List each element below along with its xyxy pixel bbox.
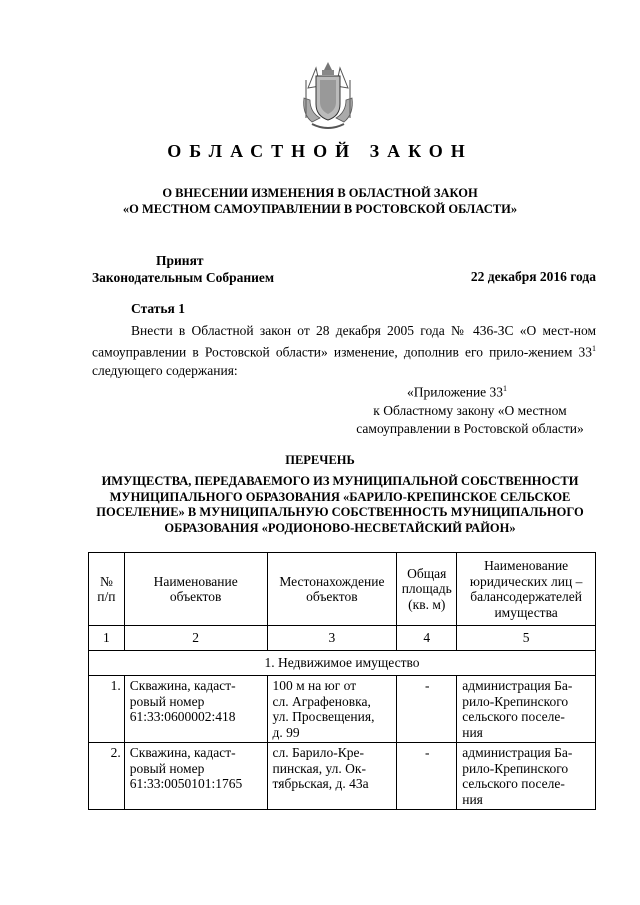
header-text: юридических лиц – (469, 573, 583, 589)
cell-line: администрация Ба- (462, 678, 573, 693)
superscript: 1 (592, 344, 596, 353)
list-title: ПЕРЕЧЕНЬ (285, 453, 355, 467)
header-text: имущества (494, 604, 558, 620)
appendix-label-text: «Приложение 33 (406, 384, 504, 400)
cell-line: пинская, ул. Ок- (272, 760, 366, 776)
law-subtitle-line: «О МЕСТНОМ САМОУПРАВЛЕНИИ В РОСТОВСКОЙ ОБЛАСТИ» (122, 202, 518, 216)
article-text: Внести в Областной закон от 28 декабря 2005 года № 436-ЗС «О мест-ном самоуправлении в Ростовской области» изменение, дополнив его прило-жением 33 (92, 323, 596, 360)
header-text: балансодержателей (470, 589, 582, 604)
object-name (124, 676, 267, 743)
balance-holder (457, 743, 596, 810)
cell-line: рило-Крепинского (462, 760, 569, 776)
cell-line: ния (462, 724, 483, 740)
list-subtitle-line: ПОСЕЛЕНИЕ» В МУНИЦИПАЛЬНУЮ СОБСТВЕННОСТЬ МУНИЦИПАЛЬНОГО (96, 505, 584, 519)
cell-line: 61:33:0050101:1765 (129, 776, 243, 791)
object-location (267, 743, 397, 810)
law-subtitle-line: О ВНЕСЕНИИ ИЗМЕНЕНИЯ В ОБЛАСТНОЙ ЗАКОН (162, 186, 478, 200)
appendix-reference (340, 402, 600, 438)
superscript: 1 (503, 384, 508, 393)
cell-line: сл. Аграфеновка, (272, 693, 371, 709)
balance-holder (457, 676, 596, 743)
column-number: 1 (89, 626, 125, 651)
adoption-line: Законодательным Собранием (92, 270, 275, 285)
list-subtitle (60, 474, 620, 536)
header-text: Местонахождение (279, 573, 385, 589)
column-number-row (89, 626, 596, 651)
cell-line: рило-Крепинского (462, 693, 569, 709)
header-text: объектов (169, 589, 222, 604)
header-text: площадь (401, 581, 452, 597)
header-cell-number (89, 553, 125, 626)
property-table (88, 552, 596, 810)
header-cell-location (267, 553, 397, 626)
column-number: 5 (457, 626, 596, 651)
appendix-reference-line: к Областному закону «О местном (373, 403, 567, 418)
header-text: Наименование (484, 558, 569, 573)
cell-line: ровый номер (129, 693, 205, 709)
list-subtitle-line: МУНИЦИПАЛЬНОГО ОБРАЗОВАНИЯ «БАРИЛО-КРЕПИНСКОЕ СЕЛЬСКОЕ (109, 489, 571, 504)
header-text: Общая (407, 565, 447, 581)
list-subtitle-line: ОБРАЗОВАНИЯ «РОДИОНОВО-НЕСВЕТАЙСКИЙ РАЙОН» (164, 520, 516, 535)
cell-line: администрация Ба- (462, 745, 573, 760)
article-paragraph (92, 322, 596, 380)
cell-line: тябрьская, д. 43а (272, 776, 369, 791)
header-cell-name (124, 553, 267, 626)
table-row (89, 676, 596, 743)
cell-line: сельского поселе- (462, 709, 565, 724)
cell-line: 61:33:0600002:418 (129, 709, 236, 724)
cell-line: 100 м на юг от (272, 678, 357, 693)
cell-line: ния (462, 791, 483, 807)
cell-line: ровый номер (129, 760, 205, 776)
row-number: 1. (89, 676, 125, 743)
cell-line: сл. Барило-Кре- (272, 745, 364, 760)
cell-line: сельского поселе- (462, 776, 565, 791)
adoption-line: Принят (156, 253, 204, 268)
object-area: - (397, 676, 457, 743)
header-text: Наименование (153, 573, 238, 589)
object-area: - (397, 743, 457, 810)
appendix-reference-line: самоуправлении в Ростовской области» (356, 421, 584, 436)
header-text: п/п (97, 589, 116, 604)
article-heading: Статья 1 (131, 301, 185, 316)
section-title: 1. Недвижимое имущество (89, 651, 596, 676)
adoption-date: 22 декабря 2016 года (470, 269, 596, 284)
adoption-block (92, 252, 274, 286)
table-row (89, 743, 596, 810)
header-text: (кв. м) (408, 596, 446, 612)
section-row (89, 651, 596, 676)
header-cell-area (397, 553, 457, 626)
list-subtitle-line: ИМУЩЕСТВА, ПЕРЕДАВАЕМОГО ИЗ МУНИЦИПАЛЬНОЙ СОБСТВЕННОСТИ (101, 474, 579, 488)
object-name (124, 743, 267, 810)
header-text: № (99, 573, 113, 589)
header-text: объектов (306, 589, 358, 604)
column-number: 3 (267, 626, 397, 651)
column-number: 2 (124, 626, 267, 651)
law-subtitle (0, 185, 640, 217)
table-header-row (89, 553, 596, 626)
header-cell-holder (457, 553, 596, 626)
column-number: 4 (397, 626, 457, 651)
cell-line: д. 99 (272, 724, 300, 740)
appendix-label (320, 380, 594, 402)
row-number: 2. (89, 743, 125, 810)
cell-line: ул. Просвещения, (272, 709, 375, 724)
law-title: ОБЛАСТНОЙ ЗАКОН (167, 141, 473, 161)
article-text: следующего содержания: (92, 362, 238, 378)
rostov-oblast-coat-of-arms-icon (298, 58, 358, 132)
cell-line: Скважина, кадаст- (129, 678, 236, 693)
cell-line: Скважина, кадаст- (129, 745, 236, 760)
object-location (267, 676, 397, 743)
